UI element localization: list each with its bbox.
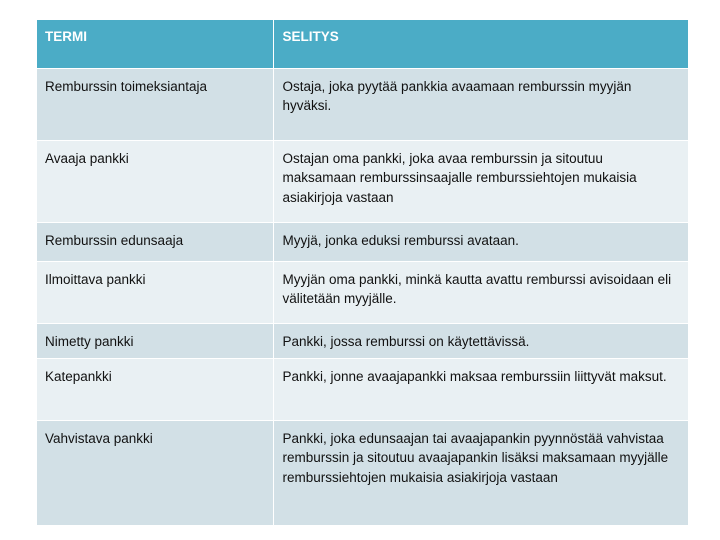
term-cell: Avaaja pankki [37,140,273,222]
explanation-cell: Pankki, joka edunsaajan tai avaajapankin pyynnöstää vahvistaa remburssin ja sitoutuu avaajapankin lisäksi maksamaan myyjälle remburssiehtojen mukaisia asiakirjoja vastaan [273,420,688,525]
table-row [37,358,688,420]
explanation-cell: Pankki, jossa remburssi on käytettävissä. [273,323,688,358]
table-row [37,222,688,261]
table-row [37,140,688,222]
term-cell: Vahvistava pankki [37,420,273,525]
table-row [37,68,688,140]
table-header-row [37,20,688,68]
term-cell: Ilmoittava pankki [37,261,273,323]
term-cell: Remburssin toimeksiantaja [37,68,273,140]
explanation-cell: Myyjän oma pankki, minkä kautta avattu remburssi avisoidaan eli välitetään myyjälle. [273,261,688,323]
table-row [37,261,688,323]
term-cell: Remburssin edunsaaja [37,222,273,261]
term-cell: Katepankki [37,358,273,420]
terms-table [37,20,688,525]
explanation-cell: Pankki, jonne avaajapankki maksaa remburssiin liittyvät maksut. [273,358,688,420]
column-header-term: TERMI [37,20,273,68]
term-cell: Nimetty pankki [37,323,273,358]
column-header-explanation: SELITYS [273,20,688,68]
explanation-cell: Ostaja, joka pyytää pankkia avaamaan remburssin myyjän hyväksi. [273,68,688,140]
table-row [37,323,688,358]
explanation-cell: Ostajan oma pankki, joka avaa remburssin ja sitoutuu maksamaan remburssinsaajalle remburssiehtojen mukaisia asiakirjoja vastaan [273,140,688,222]
table-row [37,420,688,525]
explanation-cell: Myyjä, jonka eduksi remburssi avataan. [273,222,688,261]
